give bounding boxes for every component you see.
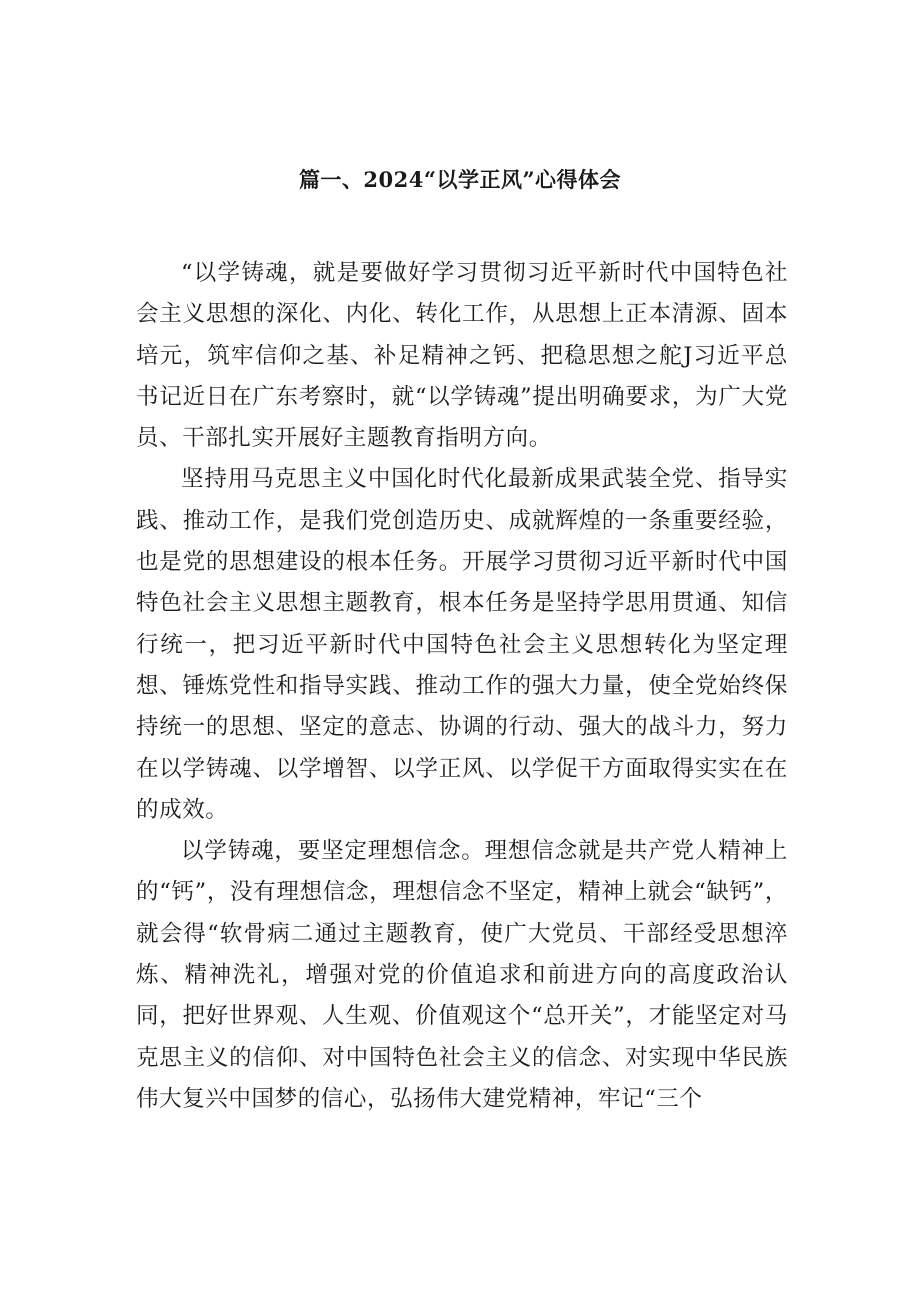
document-body	[136, 253, 788, 1120]
paragraph-2: 坚持用马克思主义中国化时代化最新成果武装全党、指导实践、推动工作，是我们党创造历史、成就辉煌的一条重要经验，也是党的思想建设的根本任务。开展学习贯彻习近平新时代中国特色社会主义思想主题教育，根本任务是坚持学思用贯通、知信行统一，把习近平新时代中国特色社会主义思想转化为坚定理想、锤炼党性和指导实践、推动工作的强大力量，使全党始终保持统一的思想、坚定的意志、协调的行动、强大的战斗力，努力在以学铸魂、以学增智、以学正风、以学促干方面取得实实在在的成效。	[136, 466, 788, 823]
paragraph-1: “以学铸魂，就是要做好学习贯彻习近平新时代中国特色社会主义思想的深化、内化、转化工作，从思想上正本清源、固本培元，筑牢信仰之基、补足精神之钙、把稳思想之舵J习近平总书记近日在广东考察时，就“以学铸魂”提出明确要求，为广大党员、干部扎实开展好主题教育指明方向。	[136, 260, 788, 452]
paragraph-3: 以学铸魂，要坚定理想信念。理想信念就是共产党人精神上的“钙”，没有理想信念，理想信念不坚定，精神上就会“缺钙”，就会得“软骨病二通过主题教育，使广大党员、干部经受思想淬炼、精神洗礼，增强对党的价值追求和前进方向的高度政治认同，把好世界观、人生观、价值观这个“总开关”，才能坚定对马克思主义的信仰、对中国特色社会主义的信念、对实现中华民族伟大复兴中国梦的信心，弘扬伟大建党精神，牢记“三个	[136, 838, 788, 1112]
document-title: 篇一、2024“以学正风”心得体会	[298, 167, 622, 192]
